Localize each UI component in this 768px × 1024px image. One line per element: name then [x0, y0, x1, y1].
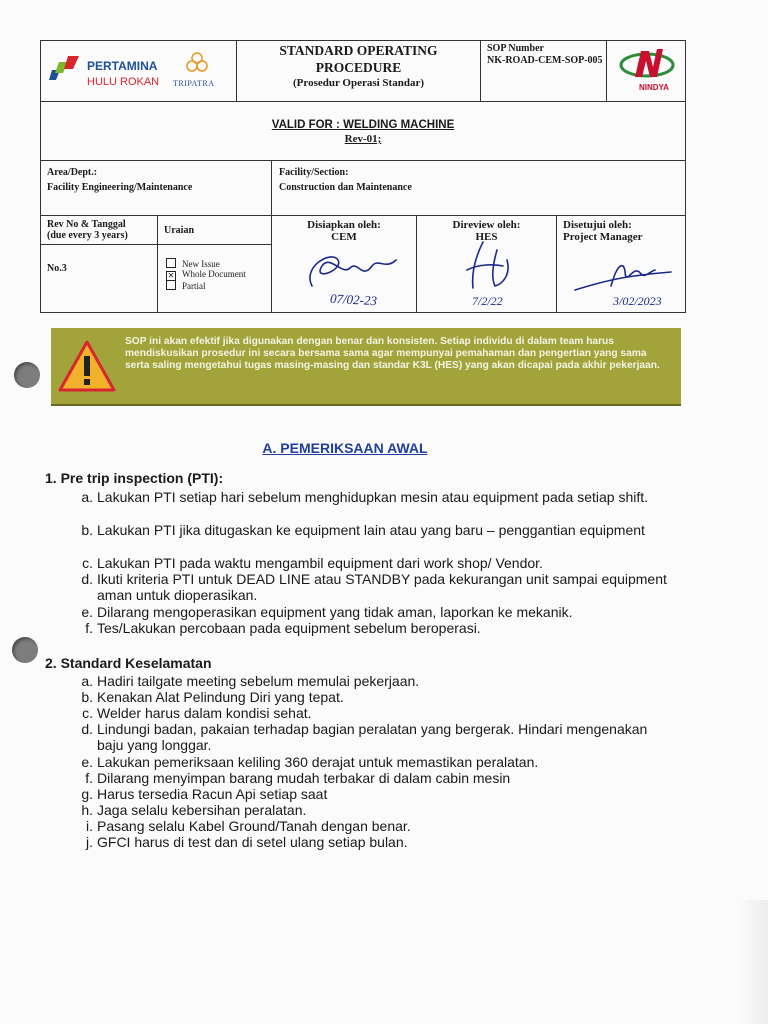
- review-label: Direview oleh:: [452, 219, 521, 231]
- warning-banner: [51, 328, 681, 406]
- prepared-label: Disiapkan oleh:: [307, 219, 381, 231]
- approved-signature-icon: [571, 246, 681, 296]
- list-item-letter: e.: [81, 604, 93, 620]
- list-item-text: Dilarang menyimpan barang mudah terbakar di dalam cabin mesin: [97, 770, 511, 786]
- review-date: 7/2/22: [472, 294, 503, 308]
- safety-heading: 2. Standard Keselamatan: [45, 655, 212, 671]
- prepared-value: CEM: [331, 231, 357, 243]
- list-item: [81, 489, 677, 505]
- tripatra-name: TRIPATRA: [173, 79, 215, 88]
- sop-number-cell: [481, 41, 607, 101]
- nindya-logo-cell: [607, 41, 685, 101]
- list-item-letter: f.: [85, 620, 93, 636]
- rev-no-value: No.3: [47, 263, 67, 274]
- uraian-label: Uraian: [164, 225, 194, 236]
- sop-number-label: SOP Number: [487, 43, 544, 54]
- list-item: [82, 555, 677, 571]
- pertamina-name: PERTAMINA: [87, 59, 158, 73]
- area-cell: [41, 161, 272, 215]
- rev-no-sub: (due every 3 years): [47, 230, 128, 241]
- uraian-divider: [158, 244, 272, 245]
- header-title-row: [40, 40, 686, 102]
- warning-text: SOP ini akan efektif jika digunakan dengan benar dan konsisten. Setiap individu di dalam team harus mendiskusikan prosedur ini secara bersama sama agar mempunyai pemahaman dan pengertian yang sama serta saling mengetahui tugas masing-masing dan standar K3L (HES) yang akan dicapai pada akhir pekerjaan.: [125, 336, 660, 371]
- checkbox-unchecked-icon[interactable]: [166, 258, 176, 268]
- list-item-letter: b.: [81, 689, 93, 705]
- revision-label: Rev-01;: [344, 133, 382, 145]
- title-line1: STANDARD OPERATING: [279, 43, 438, 58]
- list-item-letter: e.: [81, 754, 93, 770]
- list-item-text: Dilarang mengoperasikan equipment yang tidak aman, laporkan ke mekanik.: [97, 604, 573, 620]
- list-item: [81, 786, 677, 802]
- review-value: HES: [475, 231, 498, 243]
- list-item-text: Hadiri tailgate meeting sebelum memulai pekerjaan.: [97, 673, 420, 689]
- approved-cell: [557, 216, 685, 312]
- list-item-letter: a.: [81, 489, 93, 505]
- list-item-text: Lakukan PTI jika ditugaskan ke equipment lain atau yang baru – penggantian equipment: [97, 522, 645, 538]
- list-item-letter: g.: [81, 786, 93, 802]
- list-item-letter: d.: [81, 571, 93, 587]
- list-item: [81, 604, 677, 620]
- list-item-letter: a.: [81, 673, 93, 689]
- pertamina-logo-icon: [49, 56, 83, 82]
- facility-value: Construction dan Maintenance: [279, 182, 412, 193]
- list-item: [81, 522, 677, 538]
- list-item-text: Tes/Lakukan percobaan pada equipment sebelum beroperasi.: [97, 620, 481, 636]
- list-item: [81, 754, 677, 770]
- nindya-logo-icon: [617, 45, 677, 81]
- approved-label: Disetujui oleh:: [563, 219, 632, 231]
- list-item: [81, 673, 677, 689]
- list-item-text: Welder harus dalam kondisi sehat.: [97, 705, 312, 721]
- list-item-letter: i.: [86, 818, 93, 834]
- list-item-letter: b.: [81, 522, 93, 538]
- list-item-letter: d.: [81, 721, 93, 737]
- page-edge-shadow: [738, 900, 768, 1024]
- list-item-text: GFCI harus di test dan di setel ulang setiap bulan.: [97, 834, 408, 850]
- approved-date: 3/02/2023: [613, 294, 662, 308]
- nindya-name: NINDYA: [639, 83, 669, 92]
- list-item-text: Jaga selalu kebersihan peralatan.: [97, 802, 307, 818]
- tripatra-logo-icon: [184, 51, 210, 73]
- section-title: A. PEMERIKSAAN AWAL: [262, 440, 428, 456]
- list-item-text: Lakukan PTI setiap hari sebelum menghidupkan mesin atau equipment pada setiap shift.: [97, 489, 649, 505]
- sop-number-value: NK-ROAD-CEM-SOP-005: [487, 55, 603, 66]
- prepared-cell: [272, 216, 417, 312]
- list-item-text: Kenakan Alat Pelindung Diri yang tepat.: [97, 689, 344, 705]
- review-signature-icon: [453, 234, 533, 290]
- list-item: [85, 620, 677, 636]
- list-item-text: Lindungi badan, pakaian terhadap bagian peralatan yang bergerak. Hindari mengenakan baju yang longgar.: [97, 721, 648, 753]
- warning-triangle-icon: [57, 338, 117, 394]
- list-item-letter: f.: [85, 770, 93, 786]
- list-item-letter: j.: [86, 834, 93, 850]
- rev-no-cell: [41, 216, 158, 312]
- title-cell: [237, 41, 481, 101]
- list-item: [86, 818, 677, 834]
- approved-value: Project Manager: [563, 231, 643, 243]
- checkbox-unchecked-icon[interactable]: [166, 280, 176, 290]
- area-label: Area/Dept.:: [47, 167, 98, 178]
- rev-no-label: Rev No & Tanggal: [47, 219, 126, 230]
- list-item: [85, 770, 677, 786]
- logo-cell: [41, 41, 237, 101]
- list-item: [81, 571, 677, 603]
- option-label: New Issue: [182, 259, 220, 269]
- list-item-letter: c.: [82, 705, 93, 721]
- list-item: [82, 705, 677, 721]
- list-item-text: Ikuti kriteria PTI untuk DEAD LINE atau STANDBY pada kekurangan unit sampai equipment aman untuk dioperasikan.: [97, 571, 667, 603]
- pti-heading: 1. Pre trip inspection (PTI):: [45, 470, 224, 486]
- valid-for-title: VALID FOR : WELDING MACHINE: [271, 119, 455, 131]
- list-item-letter: h.: [81, 802, 93, 818]
- option-partial[interactable]: [166, 280, 206, 292]
- prepared-date: 07/02-23: [329, 290, 378, 309]
- list-item-letter: c.: [82, 555, 93, 571]
- review-cell: [417, 216, 557, 312]
- area-row: [40, 160, 686, 216]
- area-value: Facility Engineering/Maintenance: [47, 182, 193, 193]
- title-line2: PROCEDURE: [315, 60, 402, 75]
- list-item: [81, 721, 677, 753]
- facility-cell: [272, 161, 682, 215]
- list-item-text: Lakukan PTI pada waktu mengambil equipment dari work shop/ Vendor.: [97, 555, 543, 571]
- punch-hole: [12, 637, 38, 663]
- title-line3: (Prosedur Operasi Standar): [293, 77, 424, 89]
- valid-for-row: [40, 101, 686, 161]
- list-item: [81, 689, 677, 705]
- option-label: Partial: [182, 281, 206, 291]
- list-item-text: Harus tersedia Racun Api setiap saat: [97, 786, 328, 802]
- option-label: Whole Document: [182, 269, 246, 279]
- punch-hole: [14, 362, 40, 388]
- uraian-cell: [158, 216, 272, 312]
- list-item-text: Lakukan pemeriksaan keliling 360 derajat untuk memastikan peralatan.: [97, 754, 539, 770]
- list-item: [86, 834, 677, 850]
- rev-header-divider: [41, 244, 158, 245]
- checkbox-checked-icon[interactable]: ✕: [167, 271, 175, 280]
- facility-label: Facility/Section:: [279, 167, 349, 178]
- list-item-text: Pasang selalu Kabel Ground/Tanah dengan benar.: [97, 818, 411, 834]
- revision-signature-row: [40, 215, 686, 313]
- hulu-rokan-name: HULU ROKAN: [87, 76, 160, 88]
- prepared-signature-icon: [292, 246, 402, 292]
- list-item: [81, 802, 677, 818]
